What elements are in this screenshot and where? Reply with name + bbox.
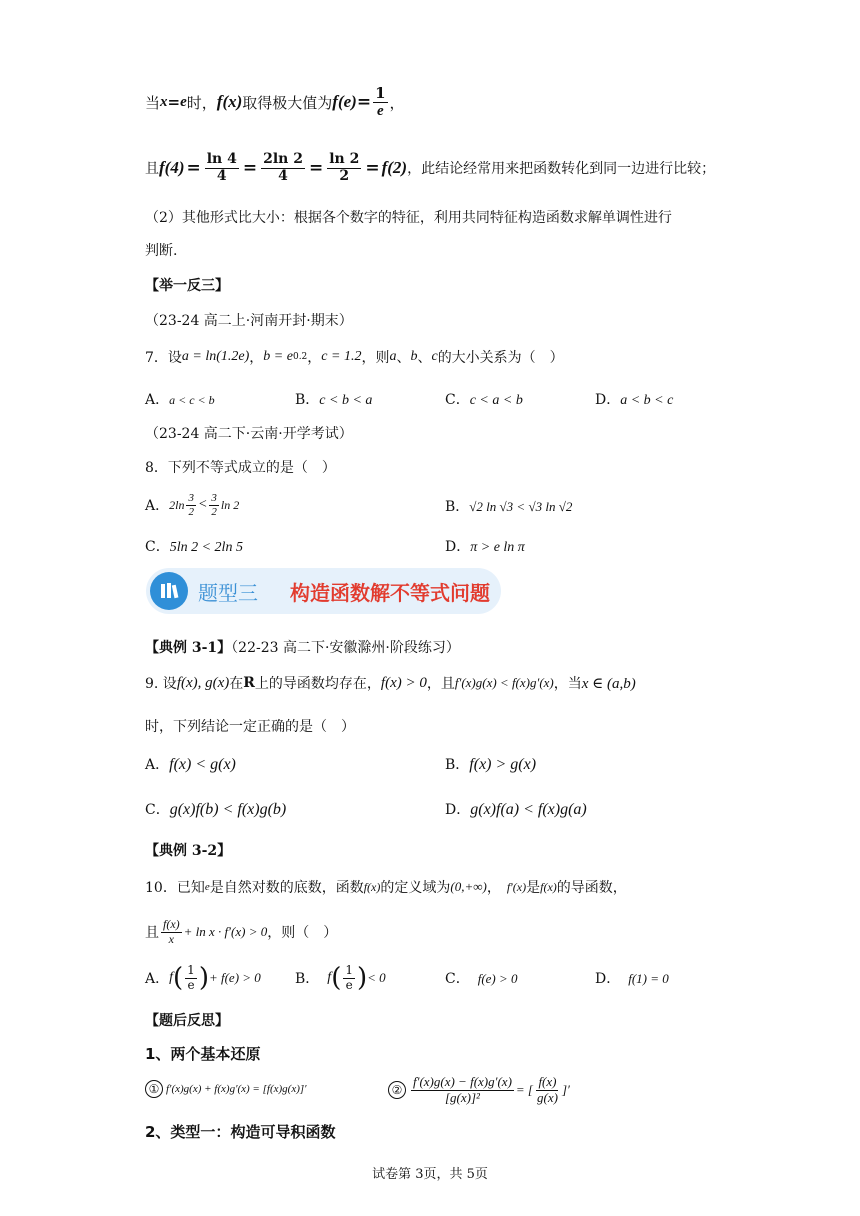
eq: = (167, 93, 181, 111)
q9-option-a[interactable] (145, 754, 236, 774)
formula-1 (145, 1080, 307, 1098)
numerator: 3 (188, 492, 194, 505)
numerator: f′(x)g(x) − f(x)g′(x) (413, 1074, 512, 1090)
banner-label: 题型三 (198, 581, 258, 605)
formula-2 (388, 1070, 570, 1110)
value: π > e ln π (470, 540, 525, 555)
q8-option-a[interactable] (145, 487, 239, 523)
text: ， (307, 350, 322, 366)
expr: a = ln(1.2e) (181, 349, 250, 364)
real-set: R (243, 675, 255, 691)
question-9 (145, 673, 636, 693)
q10-option-c[interactable] (445, 968, 518, 988)
var-x: x (160, 93, 168, 110)
key: A． (145, 757, 170, 773)
text: 、 (396, 350, 411, 366)
eq: = (242, 158, 258, 178)
q9-option-b[interactable] (445, 754, 536, 774)
heading-2: 2、类型一：构造可导积函数 (145, 1123, 336, 1141)
text: 上的导函数均存在， (254, 676, 381, 692)
f4: f(4) (159, 158, 185, 177)
text: 是自然对数的底数，函数 (209, 880, 364, 896)
fraction (261, 152, 305, 184)
example-3-1-header (145, 637, 460, 657)
fraction (373, 85, 387, 119)
eq: = (365, 158, 380, 178)
numerator: 1 (345, 963, 353, 978)
value: f(e) > 0 (477, 971, 518, 986)
q10-option-a[interactable] (145, 958, 261, 998)
paren: ) (198, 963, 209, 993)
denominator: 2 (211, 505, 217, 518)
var: c (431, 349, 438, 364)
q7-option-b[interactable] (295, 389, 372, 409)
fraction (186, 492, 196, 517)
value: g(x)f(b) < f(x)g(b) (169, 801, 287, 818)
text: ，此结论经常用来把函数转化到同一边进行比较； (407, 161, 716, 177)
question-9-line-2: 时，下列结论一定正确的是（ ） (145, 719, 355, 735)
text: ，当 (553, 676, 582, 692)
expr: < (197, 497, 208, 512)
key: B． (445, 757, 470, 773)
question-10-line-2 (145, 912, 337, 952)
q10-option-d[interactable] (595, 968, 669, 988)
fe: f(e) (332, 92, 357, 111)
denominator: e (345, 977, 353, 992)
denominator: [g(x)]² (444, 1089, 480, 1105)
fraction (185, 964, 197, 991)
text: ， (249, 350, 264, 366)
expr: f (327, 970, 332, 985)
key: C． (445, 971, 470, 987)
text: 取得极大值为 (242, 93, 333, 112)
text: 、 (417, 350, 432, 366)
circled-number: ① (145, 1080, 163, 1098)
value: 5ln 2 < 2ln 5 (169, 540, 243, 555)
numerator: f(x) (163, 917, 180, 932)
text: 9. 设 (145, 676, 177, 692)
value: f(x) > g(x) (469, 756, 537, 773)
key: A． (145, 498, 170, 514)
text: 且 (145, 161, 159, 177)
section-tag: 【举一反三】 (145, 278, 229, 294)
books-icon (150, 572, 188, 610)
q7-option-d[interactable] (595, 389, 673, 409)
text: ， (486, 880, 501, 896)
expr: ln 2 (220, 497, 240, 512)
numerator: ln 2 (329, 151, 360, 168)
eq: = (356, 92, 372, 112)
text: 的导函数， (556, 880, 627, 896)
var: a (389, 349, 397, 364)
key: C． (445, 392, 470, 408)
question-7 (145, 347, 564, 367)
value: a < b < c (620, 393, 674, 408)
q9-option-c[interactable] (145, 799, 286, 819)
question-10 (145, 877, 627, 897)
paren: ( (331, 963, 342, 993)
value: f(x) < g(x) (169, 756, 236, 773)
q10-option-b[interactable] (295, 958, 386, 998)
numerator: 3 (211, 492, 217, 505)
page-footer: 试卷第 3页，共 5页 (372, 1167, 488, 1182)
text: 在 (229, 676, 244, 692)
value: √2 ln √3 < √3 ln √2 (469, 499, 573, 514)
paren: ) (356, 963, 368, 993)
text: ，且 (426, 676, 455, 692)
value: c < a < b (469, 393, 523, 408)
source-note: （23-24 高二上·河南开封·期末） (145, 313, 353, 329)
expr: < 0 (367, 970, 386, 985)
text: ，则 (361, 350, 390, 366)
q7-option-c[interactable] (445, 389, 523, 409)
expr: f(x), g(x) (176, 674, 230, 691)
denominator: x (168, 931, 174, 946)
var: e (204, 881, 210, 893)
q8-option-d[interactable] (445, 536, 525, 556)
expr: = [ (515, 1082, 533, 1097)
q8-option-b[interactable] (445, 496, 572, 516)
expr: 2ln (169, 497, 185, 512)
para-2-line-2: 判断. (145, 243, 178, 259)
key: B． (295, 971, 320, 987)
text: 的大小关系为（ ） (437, 350, 564, 366)
denominator: 4 (278, 167, 288, 184)
numerator: ln 4 (206, 151, 237, 168)
denominator: g(x) (537, 1089, 558, 1105)
fraction (209, 492, 219, 517)
numerator: 1 (375, 84, 386, 102)
fraction (161, 918, 182, 945)
value: c < b < a (319, 393, 373, 408)
expr: f (169, 970, 174, 985)
expr: f′(x) (506, 879, 527, 894)
value: a < c < b (169, 393, 215, 407)
key: D． (445, 802, 471, 818)
circled-number: ② (388, 1081, 406, 1099)
key: A． (145, 392, 170, 408)
text: 且 (145, 925, 159, 941)
expr: f(x) (363, 879, 381, 894)
fraction (205, 152, 239, 184)
text: 7．设 (145, 350, 182, 366)
denominator: 4 (216, 167, 227, 184)
q7-option-a[interactable] (145, 389, 215, 409)
expr: f′(x)g(x) < f(x)g′(x) (454, 675, 554, 690)
text: 的定义域为 (380, 880, 451, 896)
numerator: 2ln 2 (263, 151, 303, 168)
reflection-tag: 【题后反思】 (145, 1013, 229, 1029)
numerator: 1 (187, 963, 195, 978)
value: f(1) = 0 (628, 971, 669, 986)
var-e: e (180, 93, 187, 110)
key: B． (445, 499, 470, 515)
paren: ( (173, 963, 184, 993)
expr: + ln x · f′(x) > 0 (183, 924, 268, 939)
var: b (410, 349, 418, 364)
text: 时， (186, 93, 217, 112)
key: D． (595, 392, 621, 408)
denominator: e (187, 977, 195, 992)
source: （22-23 高二下·安徽滁州·阶段练习） (231, 640, 460, 656)
fx: f(x) (216, 92, 243, 111)
expr: + f(e) > 0 (208, 970, 261, 985)
text: 当 (145, 93, 161, 112)
key: D． (595, 971, 621, 987)
key: C． (145, 802, 170, 818)
text: 10．已知 (145, 880, 205, 896)
expr: c = 1.2 (321, 349, 362, 364)
denominator: 2 (339, 167, 350, 184)
intro-line-1 (145, 82, 405, 122)
fraction (535, 1075, 560, 1105)
key: B． (295, 392, 320, 408)
fraction (327, 152, 361, 184)
heading-1: 1、两个基本还原 (145, 1045, 261, 1063)
expr: (0,+∞) (450, 879, 487, 894)
text: 是 (526, 880, 541, 896)
text: ， (389, 93, 405, 112)
fraction (411, 1075, 514, 1105)
numerator: f(x) (538, 1074, 557, 1090)
exp: 0.2 (292, 352, 308, 362)
expr: b = e (263, 349, 293, 364)
expr: ]′ (561, 1082, 570, 1097)
question-8: 8．下列不等式成立的是（ ） (145, 460, 336, 476)
expr: f(x) > 0 (380, 674, 427, 691)
source-note: （23-24 高二下·云南·开学考试） (145, 426, 353, 442)
banner-title: 构造函数解不等式问题 (290, 581, 490, 605)
denominator: e (376, 102, 384, 119)
eq: = (308, 158, 324, 178)
expr: f(x) (540, 879, 557, 894)
key: A． (145, 971, 170, 987)
q8-option-c[interactable] (145, 536, 243, 556)
key: C． (145, 539, 170, 555)
intro-line-2 (145, 146, 715, 190)
f2: f(2) (381, 158, 408, 177)
key: D． (445, 539, 471, 555)
expr: x ∈ (a,b) (581, 675, 636, 692)
eq: = (186, 158, 201, 178)
para-2-line-1: （2）其他形式比大小：根据各个数字的特征，利用共同特征构造函数求解单调性进行 (145, 210, 672, 226)
expr: f′(x)g(x) + f(x)g′(x) = [f(x)g(x)]′ (166, 1083, 307, 1095)
denominator: 2 (188, 505, 194, 518)
example-3-2-tag: 【典例 3-2】 (145, 843, 232, 859)
fraction (343, 964, 355, 991)
section-banner (146, 568, 501, 614)
q9-option-d[interactable] (445, 799, 587, 819)
tag: 【典例 3-1】 (145, 640, 232, 656)
value: g(x)f(a) < f(x)g(a) (470, 801, 587, 818)
text: ，则（ ） (267, 925, 338, 941)
